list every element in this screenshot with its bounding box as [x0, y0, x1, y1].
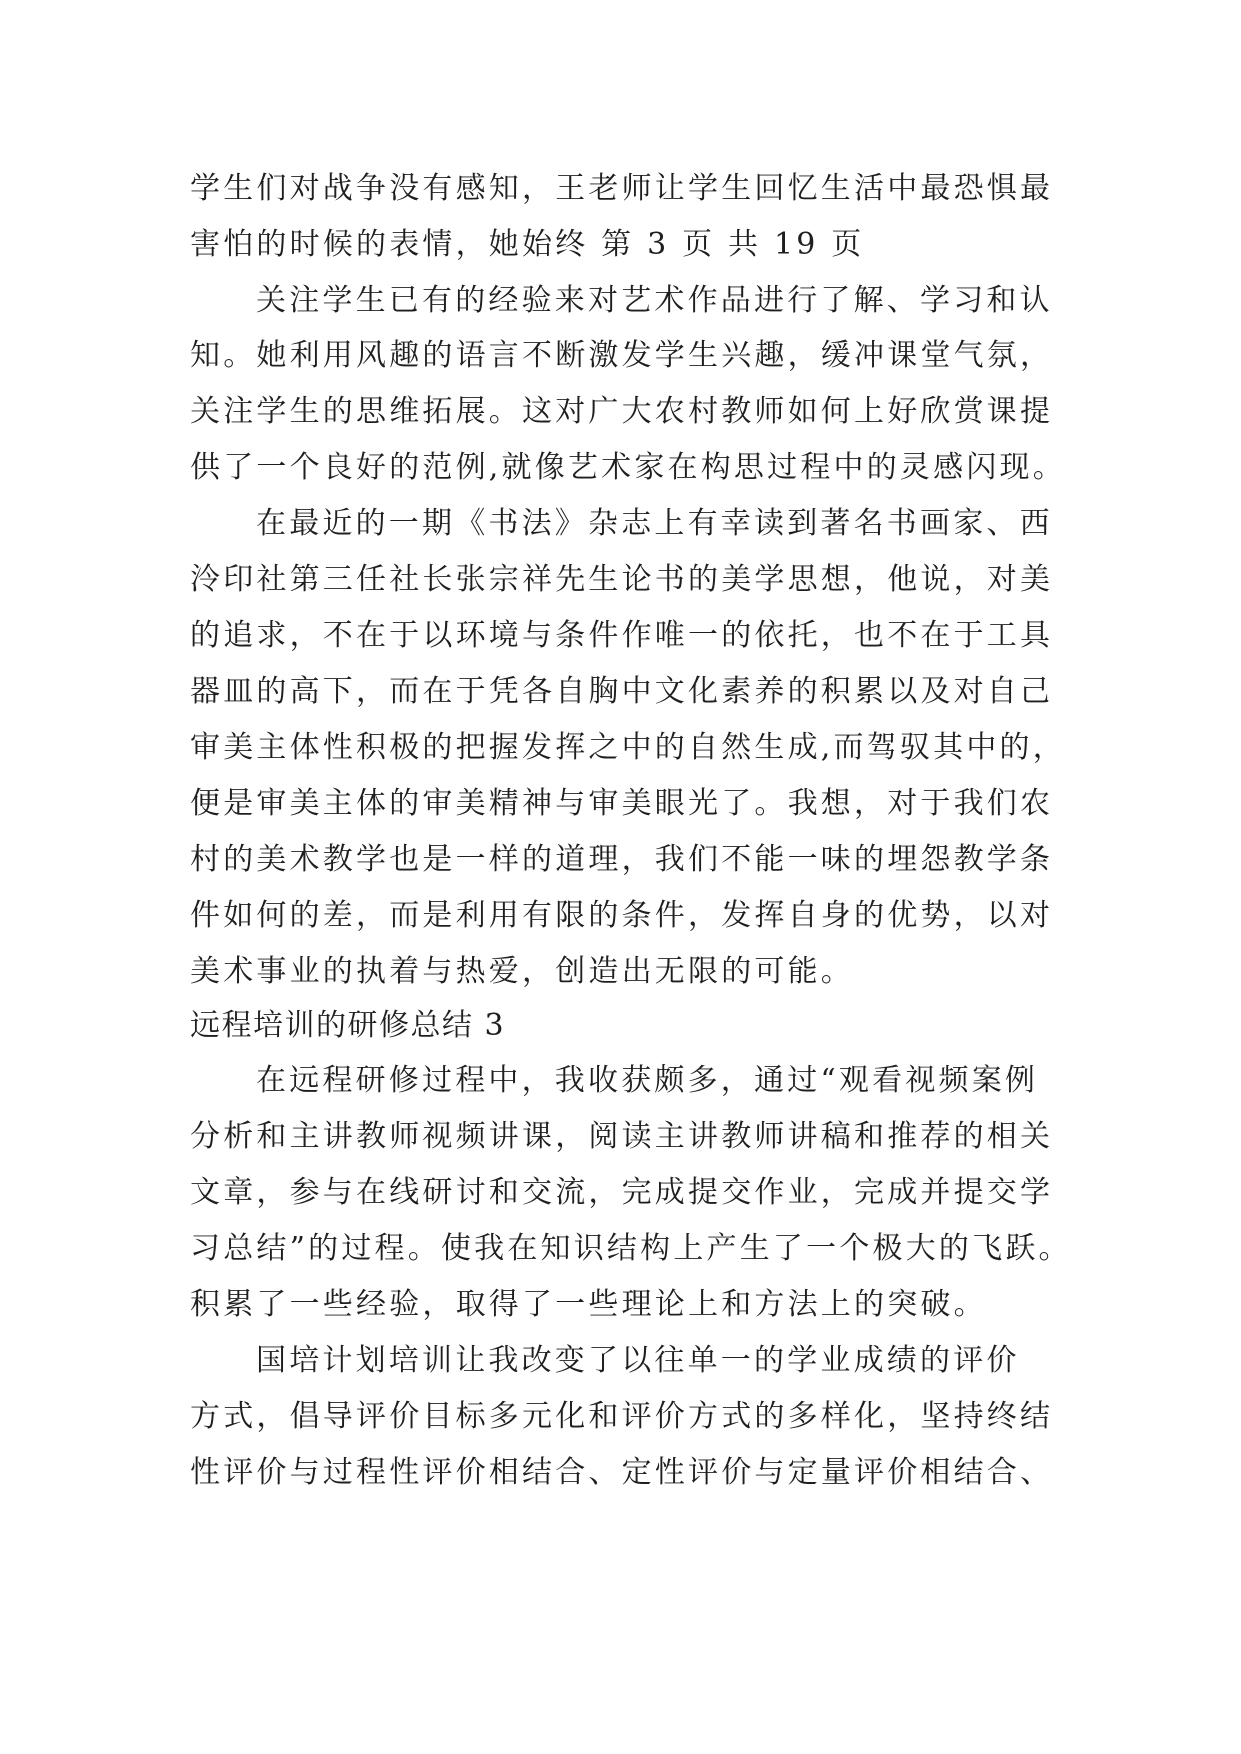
body-text-line: 器皿的高下，而在于凭各自胸中文化素养的积累以及对自己: [190, 674, 1054, 709]
paragraph-first-line: 在远程研修过程中，我收获颇多，通过“观看视频案例: [256, 1063, 1039, 1098]
body-text-line: 美术事业的执着与热爱，创造出无限的可能。: [190, 954, 854, 989]
body-text-line: 积累了一些经验，取得了一些理论上和方法上的突破。: [190, 1287, 987, 1322]
body-text-line: 知。她利用风趣的语言不断激发学生兴趣，缓冲课堂气氛，: [190, 338, 1054, 373]
body-text-line: 分析和主讲教师视频讲课，阅读主讲教师讲稿和推荐的相关: [190, 1119, 1054, 1154]
paragraph-first-line: 在最近的一期《书法》杂志上有幸读到著名书画家、西: [256, 506, 1053, 541]
body-text-line: 的追求，不在于以环境与条件作唯一的依托，也不在于工具: [190, 618, 1054, 653]
body-text-line: 便是审美主体的审美精神与审美眼光了。我想，对于我们农: [190, 786, 1054, 821]
body-text-line: 村的美术教学也是一样的道理，我们不能一味的埋怨教学条: [190, 842, 1054, 877]
body-text-line: 供了一个良好的范例,就像艺术家在构思过程中的灵感闪现。: [190, 450, 1066, 485]
paragraph-first-line: 关注学生已有的经验来对艺术作品进行了解、学习和认: [256, 283, 1053, 318]
body-text-line: 件如何的差，而是利用有限的条件，发挥自身的优势，以对: [190, 898, 1054, 933]
body-text-line: 方式，倡导评价目标多元化和评价方式的多样化，坚持终结: [190, 1399, 1054, 1434]
body-text-line: 文章，参与在线研讨和交流，完成提交作业，完成并提交学: [190, 1175, 1054, 1210]
section-heading: 远程培训的研修总结 3: [190, 1008, 506, 1043]
body-text-line: 泠印社第三任社长张宗祥先生论书的美学思想，他说，对美: [190, 562, 1054, 597]
body-text-line: 性评价与过程性评价相结合、定性评价与定量评价相结合、: [190, 1455, 1054, 1490]
body-text-line: 关注学生的思维拓展。这对广大农村教师如何上好欣赏课提: [190, 394, 1054, 429]
body-text-line-with-page-number: 害怕的时候的表情，她始终 第 3 页 共 19 页: [190, 227, 865, 262]
body-text-line: 学生们对战争没有感知，王老师让学生回忆生活中最恐惧最: [190, 171, 1054, 206]
body-text-line: 审美主体性积极的把握发挥之中的自然生成,而驾驭其中的，: [190, 730, 1066, 765]
paragraph-first-line: 国培计划培训让我改变了以往单一的学业成绩的评价: [256, 1343, 1020, 1378]
body-text-line: 习总结”的过程。使我在知识结构上产生了一个极大的飞跃。: [190, 1231, 1072, 1266]
